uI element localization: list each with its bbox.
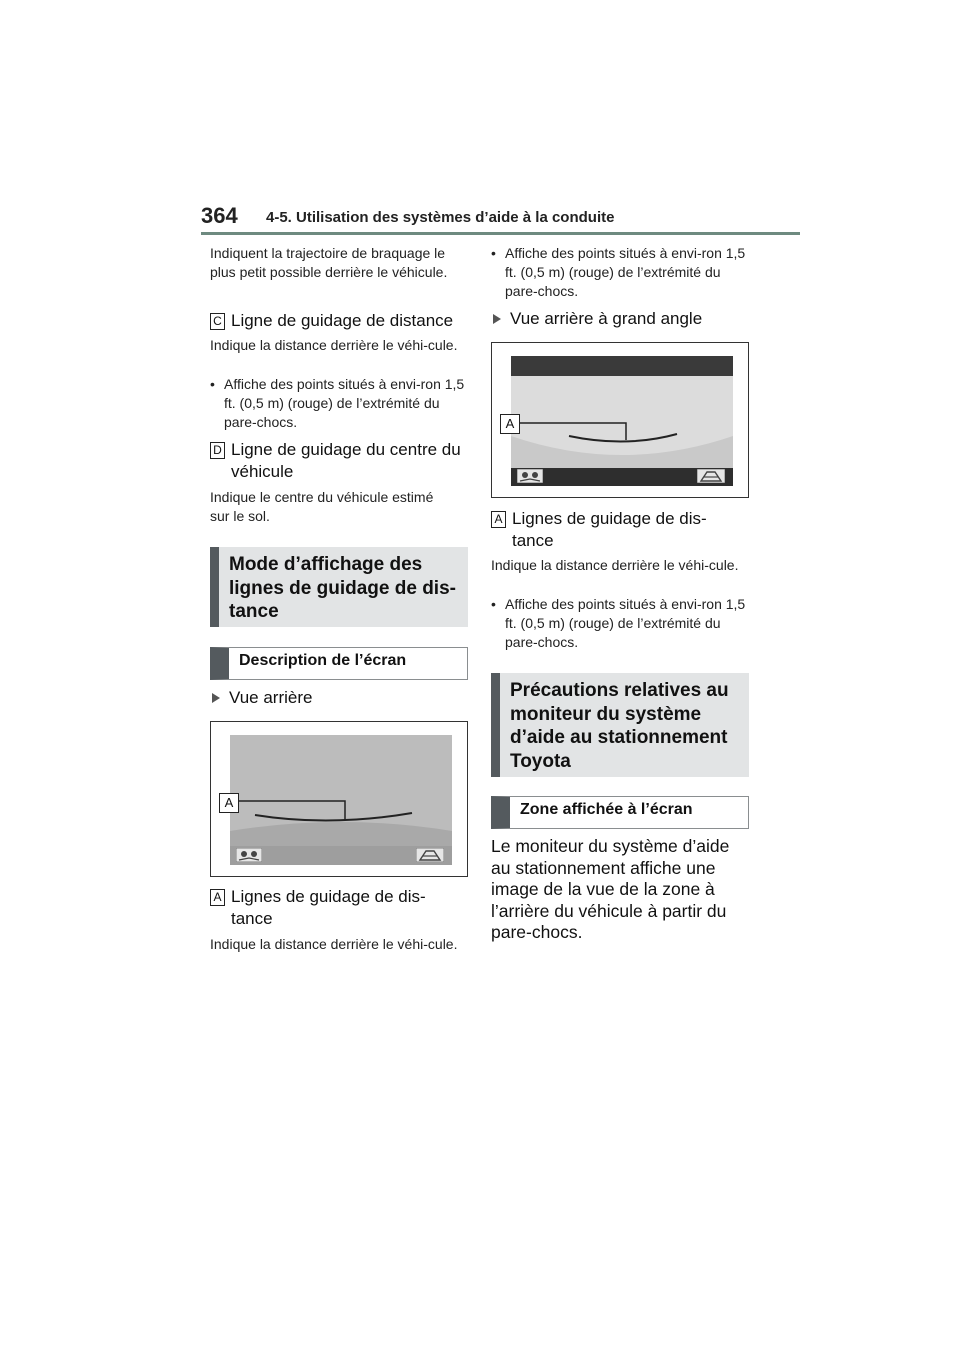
label-c: C (210, 313, 225, 330)
label-d: D (210, 442, 225, 459)
item-a-desc-right: Indique la distance derrière le véhi-cule. (491, 557, 739, 573)
label-a-left: A (210, 889, 225, 906)
triangle-bullet-icon (212, 693, 220, 703)
rear-view-figure (210, 721, 468, 877)
item-c-title: Ligne de guidage de distance (231, 311, 454, 330)
view-mode-icon (416, 848, 444, 862)
figure-label-a: A (219, 793, 239, 813)
label-a-right: A (491, 511, 506, 528)
rear-view-screen (230, 735, 452, 865)
item-a-title-left: Lignes de guidage de dis-tance (231, 887, 426, 928)
triangle-bullet-icon (493, 314, 501, 324)
subsection-screen-heading: Description de l’écran (210, 647, 468, 680)
section-precautions-heading: Précautions relatives au moniteur du système d’aide au stationnement Toyota (491, 673, 749, 777)
item-a-bullet-right: • Affiche des points situés à envi-ron 1,5 ft. (0,5 m) (rouge) de l’extrémité du pare-chocs. (491, 596, 746, 650)
item-a-bullet-right-text: Affiche des points situés à envi-ron 1,5 ft. (0,5 m) (rouge) de l’extrémité du pare-chocs. (505, 596, 746, 650)
item-c-bullet-text: Affiche des points situés à envi-ron 1,5 ft. (0,5 m) (rouge) de l’extrémité du pare-chocs. (224, 376, 465, 430)
item-a-heading-right (491, 508, 731, 552)
zone-body-text: Le moniteur du système d’aide au stationnement affiche une image de la vue de la zone à l’arrière du véhicule à partir du pare-chocs. (491, 836, 730, 942)
figure-label-a-right: A (500, 414, 520, 434)
view-rear-item (212, 687, 312, 709)
wide-view-screen (511, 356, 733, 486)
item-c-desc: Indique la distance derrière le véhi-cule. (210, 337, 458, 353)
intro-text: Indiquent la trajectoire de braquage le plus petit possible derrière le véhicule. (210, 245, 448, 280)
view-mode-icon (697, 469, 725, 483)
right-top-bullet: • Affiche des points situés à envi-ron 1,5 ft. (0,5 m) (rouge) de l’extrémité du pare-chocs. (491, 245, 746, 299)
parking-sensor-icon (236, 848, 262, 862)
view-wide-label: Vue arrière à grand angle (510, 309, 703, 328)
item-a-heading-left (210, 886, 450, 930)
subsection-zone-heading: Zone affichée à l’écran (491, 796, 749, 829)
item-c-heading (210, 310, 470, 332)
item-d-desc: Indique le centre du véhicule estimé sur le sol. (210, 489, 434, 524)
header-rule (201, 232, 800, 235)
item-c-bullet: • Affiche des points situés à envi-ron 1,5 ft. (0,5 m) (rouge) de l’extrémité du pare-chocs. (210, 376, 465, 430)
wide-view-figure (491, 342, 749, 498)
item-d-title: Ligne de guidage du centre du véhicule (231, 440, 461, 481)
item-d-heading (210, 439, 465, 483)
view-rear-label: Vue arrière (229, 688, 313, 707)
page-number: 364 (201, 203, 238, 228)
item-a-title-right: Lignes de guidage de dis-tance (512, 509, 707, 550)
section-title: 4-5. Utilisation des systèmes d’aide à la conduite (266, 209, 615, 226)
item-a-desc-left: Indique la distance derrière le véhi-cule. (210, 936, 458, 952)
right-top-bullet-text: Affiche des points situés à envi-ron 1,5 ft. (0,5 m) (rouge) de l’extrémité du pare-chocs. (505, 245, 746, 299)
view-wide-item (493, 308, 702, 330)
section-mode-heading: Mode d’affichage des lignes de guidage de dis-tance (210, 547, 468, 627)
parking-sensor-icon (517, 469, 543, 483)
